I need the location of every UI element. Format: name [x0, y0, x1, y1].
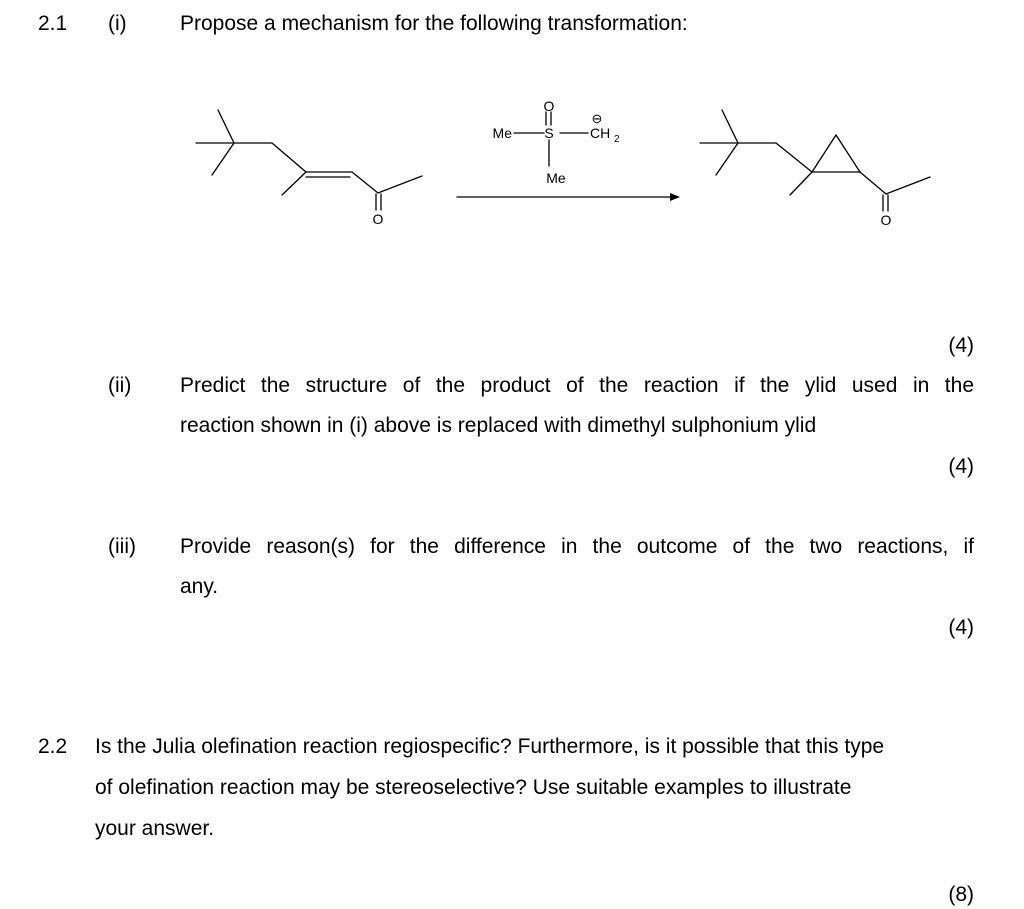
part-iii-marks: (4): [948, 616, 974, 639]
reagent-ch: CH: [590, 125, 611, 141]
reactant-bond: [378, 176, 422, 193]
reagent-me-bottom: Me: [546, 170, 566, 186]
reactant-bond: [272, 143, 306, 172]
q22-text-line-2: of olefination reaction may be stereoselective? Use suitable examples to illustrate: [95, 776, 852, 799]
part-ii-label: (ii): [108, 374, 132, 397]
q22-text-line-3: your answer.: [95, 817, 215, 840]
q22-text-line-1: Is the Julia olefination reaction regiospecific? Furthermore, is it possible that this type: [95, 735, 885, 758]
product-oxygen-atom: O: [880, 212, 892, 228]
part-iii-label: (iii): [108, 535, 136, 558]
part-iii-text-line-1: Provide reason(s) for the difference in the outcome of the two reactions, if: [180, 535, 974, 558]
reagent-sulfur: S: [544, 125, 554, 141]
product-bond: [886, 177, 930, 194]
reactant-bond: [352, 172, 378, 193]
q22-marks: (8): [948, 883, 974, 906]
question-number-2-2: 2.2: [38, 735, 68, 758]
product-bond: [722, 110, 738, 143]
part-ii-text-line-2: reaction shown in (i) above is replaced with dimethyl sulphonium ylid: [180, 414, 817, 437]
product-bond: [776, 143, 812, 172]
reactant-oxygen-atom: O: [372, 211, 384, 227]
product-bond: [860, 172, 886, 194]
reagent-oxygen: O: [543, 98, 555, 114]
product-bond: [716, 143, 738, 175]
part-ii-marks: (4): [948, 455, 974, 478]
part-i-text: Propose a mechanism for the following transformation:: [180, 12, 688, 35]
reactant-bond: [282, 172, 306, 195]
cyclopropane-bond: [812, 135, 836, 172]
part-ii-text-line-1: Predict the structure of the product of the reaction if the ylid used in the: [180, 374, 974, 397]
part-i-label: (i): [108, 12, 127, 35]
product-bond: [790, 172, 812, 195]
reagent-me-left: Me: [492, 125, 512, 141]
part-iii-text-line-2: any.: [180, 575, 219, 598]
reaction-scheme: [0, 60, 1024, 320]
question-number-2-1: 2.1: [38, 12, 68, 35]
reactant-bond: [212, 143, 234, 175]
part-i-marks: (4): [948, 334, 974, 357]
reaction-arrow-head: [670, 193, 680, 201]
reagent-negative-charge: ⊖: [591, 111, 603, 126]
reactant-bond: [218, 110, 234, 143]
cyclopropane-bond: [836, 135, 860, 172]
reagent-subscript: 2: [614, 134, 620, 145]
